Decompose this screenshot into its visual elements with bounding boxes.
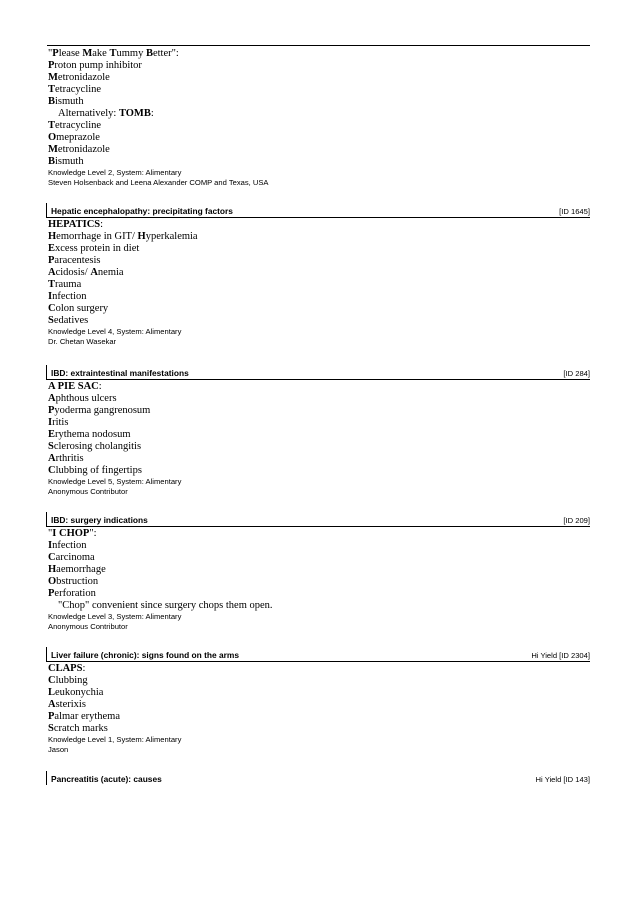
knowledge-level: Knowledge Level 5, System: Alimentary [48, 477, 182, 486]
mnemonic-text: : [98, 381, 102, 392]
mnemonic-letter: E [48, 243, 56, 254]
mnemonic-letter: M [48, 72, 58, 83]
mnemonic-text: etracycline [55, 84, 102, 95]
mnemonic-line [48, 699, 590, 711]
mnemonic-line [48, 588, 590, 600]
mnemonic-line [48, 243, 590, 255]
mnemonic-text: etracycline [55, 120, 102, 131]
mnemonic-line [48, 120, 590, 132]
mnemonic-text: ": [89, 528, 97, 539]
mnemonic-letter: P [48, 60, 55, 71]
mnemonic-text: nemia [97, 267, 124, 278]
mnemonic-text: cratch marks [53, 723, 108, 734]
entry-header [46, 365, 590, 380]
mnemonic-letter: B [48, 96, 56, 107]
knowledge-level: Knowledge Level 2, System: Alimentary [48, 168, 182, 177]
mnemonic-line [48, 453, 590, 465]
mnemonic-letter: O [48, 132, 57, 143]
mnemonic-text: : [100, 219, 104, 230]
mnemonic-letter: A PIE SAC [48, 381, 99, 392]
mnemonic-entry [46, 203, 590, 347]
mnemonic-text: lubbing [55, 675, 88, 686]
mnemonic-text: aracentesis [54, 255, 101, 266]
mnemonic-lines [48, 48, 590, 168]
contributor: Steven Holsenback and Leena Alexander COMP and Texas, USA [48, 178, 269, 187]
mnemonic-letter: P [48, 711, 55, 722]
mnemonic-text: yoderma gangrenosum [54, 405, 151, 416]
mnemonic-line [48, 687, 590, 699]
mnemonic-line [48, 711, 590, 723]
mnemonic-letter: S [48, 315, 54, 326]
mnemonic-line [48, 156, 590, 168]
mnemonic-line [48, 540, 590, 552]
contributor: Anonymous Contributor [48, 487, 128, 496]
mnemonic-letter: T [48, 279, 56, 290]
mnemonic-text: etronidazole [57, 72, 110, 83]
mnemonic-letter: CLAPS [48, 663, 83, 674]
mnemonic-line [48, 279, 590, 291]
mnemonic-letter: O [48, 576, 57, 587]
mnemonic-letter: H [48, 564, 57, 575]
mnemonic-entry [46, 512, 590, 632]
mnemonic-line [48, 267, 590, 279]
mnemonic-line [48, 48, 590, 60]
mnemonic-letter: P [48, 255, 55, 266]
mnemonic-text: yperkalemia [145, 231, 198, 242]
mnemonic-letter: E [48, 429, 56, 440]
mnemonic-text: rythema nodosum [55, 429, 131, 440]
mnemonic-letter: C [48, 552, 56, 563]
mnemonic-line [48, 84, 590, 96]
mnemonic-text: "Chop" convenient since surgery chops them open. [58, 600, 273, 611]
mnemonic-line [48, 429, 590, 441]
mnemonic-letter: A [48, 453, 56, 464]
mnemonic-text: cidosis/ [55, 267, 91, 278]
mnemonic-entry [46, 365, 590, 497]
mnemonic-letter: H [48, 231, 57, 242]
entry-header [46, 771, 590, 785]
contributor: Dr. Chetan Wasekar [48, 337, 117, 346]
mnemonic-line [48, 96, 590, 108]
mnemonic-line [48, 675, 590, 687]
knowledge-level: Knowledge Level 4, System: Alimentary [48, 327, 182, 336]
mnemonic-text: ake [92, 48, 110, 59]
mnemonic-letter: C [48, 303, 56, 314]
mnemonic-text: olon surgery [55, 303, 109, 314]
entry-title: Liver failure (chronic): signs found on the arms [51, 650, 239, 660]
mnemonic-text: lease [58, 48, 83, 59]
mnemonic-letter: L [48, 687, 56, 698]
mnemonic-text: sterixis [55, 699, 86, 710]
top-rule [47, 45, 590, 46]
entry-body [46, 218, 590, 347]
mnemonic-line [48, 291, 590, 303]
mnemonic-text: ummy [116, 48, 146, 59]
entry-title: Pancreatitis (acute): causes [51, 774, 162, 784]
mnemonic-line [48, 231, 590, 243]
mnemonic-letter: C [48, 675, 56, 686]
mnemonic-text: phthous ulcers [55, 393, 117, 404]
mnemonic-line [48, 144, 590, 156]
mnemonic-letter: A [48, 393, 56, 404]
mnemonic-letter: M [48, 144, 58, 155]
mnemonic-text: : [82, 663, 86, 674]
entry-body [46, 380, 590, 497]
mnemonic-letter: T [48, 84, 56, 95]
mnemonic-line [48, 393, 590, 405]
entry-id: [ID 209] [563, 516, 590, 525]
mnemonic-line [48, 219, 590, 231]
mnemonic-letter: S [48, 441, 54, 452]
mnemonic-text: Alternatively: [58, 108, 119, 119]
mnemonic-line [48, 663, 590, 675]
mnemonic-letter: TOMB [118, 108, 151, 119]
mnemonic-text: rthritis [55, 453, 84, 464]
mnemonic-letter: I CHOP [52, 528, 90, 539]
mnemonic-text: roton pump inhibitor [54, 60, 142, 71]
mnemonic-text: arcinoma [55, 552, 95, 563]
mnemonic-letter: A [90, 267, 98, 278]
contributor: Anonymous Contributor [48, 622, 128, 631]
entry-header [46, 512, 590, 527]
knowledge-level: Knowledge Level 3, System: Alimentary [48, 612, 182, 621]
mnemonic-line [48, 564, 590, 576]
knowledge-level: Knowledge Level 1, System: Alimentary [48, 735, 182, 744]
mnemonic-line [48, 723, 590, 735]
mnemonic-letter: T [48, 120, 56, 131]
mnemonic-text: meprazole [56, 132, 100, 143]
mnemonic-text: erforation [54, 588, 96, 599]
entry-header [46, 647, 590, 662]
mnemonic-text: nfection [52, 291, 87, 302]
mnemonic-text: rauma [55, 279, 82, 290]
entry-title: IBD: surgery indications [51, 515, 148, 525]
entry-body [46, 785, 590, 786]
continuation-block [48, 48, 590, 188]
mnemonic-line [48, 60, 590, 72]
mnemonic-entry [46, 647, 590, 755]
mnemonic-letter: M [82, 48, 93, 59]
mnemonic-letter: A [48, 699, 56, 710]
mnemonic-line [48, 132, 590, 144]
mnemonic-line [48, 552, 590, 564]
entry-body [46, 662, 590, 755]
mnemonic-text: almar erythema [54, 711, 121, 722]
mnemonic-text: ritis [52, 417, 69, 428]
entry-title: Hepatic encephalopathy: precipitating factors [51, 206, 233, 216]
mnemonic-text: etter": [152, 48, 179, 59]
mnemonic-letter: T [109, 48, 117, 59]
mnemonic-line [48, 576, 590, 588]
mnemonic-entry [46, 771, 590, 786]
mnemonic-line [48, 600, 590, 612]
mnemonic-line [48, 405, 590, 417]
entry-id: [ID 1645] [559, 207, 590, 216]
contributor: Jason [48, 745, 69, 754]
mnemonic-letter: B [48, 156, 56, 167]
mnemonic-letter: H [137, 231, 146, 242]
entry-id: Hi Yield [ID 2304] [531, 651, 590, 660]
mnemonic-letter: B [145, 48, 153, 59]
mnemonic-letter: HEPATICS [48, 219, 101, 230]
mnemonic-text: : [150, 108, 154, 119]
mnemonic-letter: P [48, 588, 55, 599]
mnemonic-letter: S [48, 723, 54, 734]
mnemonic-text: nfection [52, 540, 87, 551]
mnemonic-line [48, 441, 590, 453]
mnemonic-text: emorrhage in GIT/ [56, 231, 138, 242]
mnemonic-line [48, 303, 590, 315]
mnemonic-line [48, 381, 590, 393]
mnemonic-letter: P [52, 48, 59, 59]
mnemonic-letter: I [48, 417, 53, 428]
entry-title: IBD: extraintestinal manifestations [51, 368, 189, 378]
mnemonic-letter: P [48, 405, 55, 416]
mnemonic-letter: C [48, 465, 56, 476]
entry-id: [ID 284] [563, 369, 590, 378]
mnemonic-text: clerosing cholangitis [53, 441, 142, 452]
mnemonic-letter: I [48, 291, 53, 302]
mnemonic-text: aemorrhage [56, 564, 106, 575]
mnemonic-letter: A [48, 267, 56, 278]
mnemonic-line [48, 315, 590, 327]
mnemonic-text: bstruction [56, 576, 99, 587]
mnemonic-line [48, 528, 590, 540]
mnemonic-text: " [48, 528, 53, 539]
mnemonic-line [48, 72, 590, 84]
mnemonic-text: etronidazole [57, 144, 110, 155]
mnemonic-line [48, 108, 590, 120]
mnemonic-text: eukonychia [55, 687, 104, 698]
mnemonic-text: " [48, 48, 53, 59]
entry-id: Hi Yield [ID 143] [535, 775, 590, 784]
mnemonic-line [48, 465, 590, 477]
mnemonic-text: edatives [53, 315, 89, 326]
entry-header [46, 203, 590, 218]
mnemonic-text: ismuth [55, 96, 84, 107]
mnemonic-text: ismuth [55, 156, 84, 167]
mnemonic-line [48, 417, 590, 429]
mnemonic-letter: I [48, 540, 53, 551]
mnemonic-text: xcess protein in diet [55, 243, 140, 254]
mnemonic-text: lubbing of fingertips [55, 465, 142, 476]
entry-body [46, 527, 590, 632]
mnemonic-line [48, 255, 590, 267]
